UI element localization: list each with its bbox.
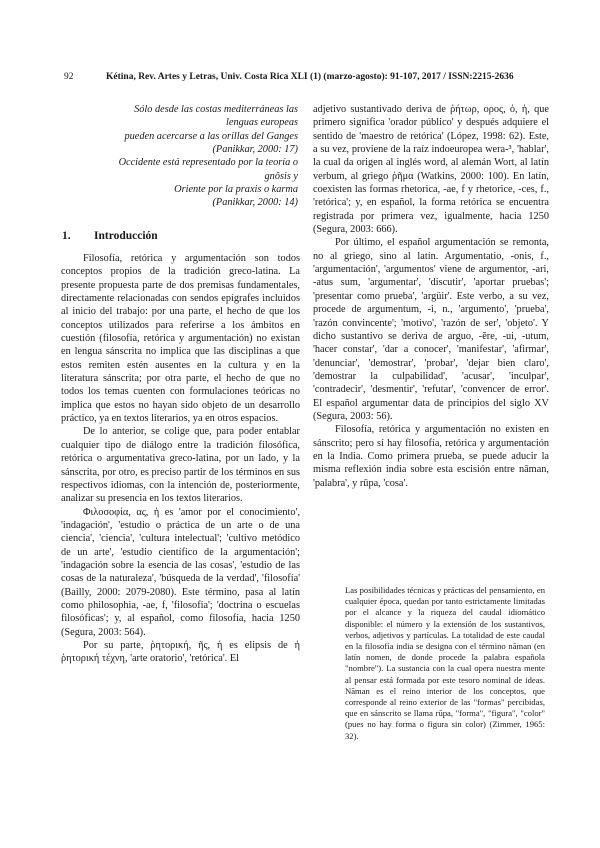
right-column (313, 103, 549, 490)
paragraph: Por último, el español argumentación se remonta, no al griego, sino al latín. Argumentatio, -onis, f., 'argumentación', 'argumentos' viene de argumentor, -ari, -atus sum, 'argumentar', 'discutir', 'aportar pruebas'; 'presentar como prueba', 'argüir'. Este verbo, a su vez, procede de argumentum, -i, n., 'argumento', 'prueba', 'razón convincente'; 'motivo', 'razón de ser', 'objeto'. Y dicho sustantivo se deriva de arguo, -ĕre, -ui, -utum, 'hacer constar', 'dar a conocer', 'manifestar', 'afirmar', 'denunciar', 'demostrar', 'probar', 'dejar bien claro', 'demostrar la culpabilidad', 'acusar', 'inculpar', 'contradecir', 'desmentir', 'refutar', 'convencer de error'. El español argumentar data de principios del siglo XV (Segura, 2003: 56). (313, 237, 549, 422)
block-quote (345, 585, 545, 742)
paragraph: Φιλοσοφία, ας, ἡ es 'amor por el conocimiento', 'indagación', 'estudio o práctica de un arte o de una ciencia', 'ciencia', 'cultura intelectual'; 'cultivo metódico de un arte', 'estudio científico de la argumentación'; 'indagación sobre la esencia de las cosas', 'estudio de las cosas de la naturaleza', 'búsqueda de la verdad', 'filosofía' (Bailly, 2000: 2079-2080). Este término, pasa al latín como philosophia, -ae, f, 'filosofía'; 'doctrina o escuelas filosóficas'; y, al español, como filosofía, hacia 1250 (Segura, 2003: 564). (61, 506, 300, 638)
epigraph-line: Oriente por la praxis o karma (174, 184, 298, 196)
epigraph-citation: (Panikkar, 2000: 14) (212, 197, 298, 209)
section-number: 1. (62, 230, 71, 242)
section-title: Introducción (94, 230, 158, 242)
journal-citation: Kétina, Rev. Artes y Letras, Univ. Costa Rica XLI (1) (marzo-agosto): 91-107, 2017 / ISSN:2215-2636 (106, 72, 514, 82)
running-header (64, 72, 544, 82)
page-number: 92 (64, 72, 74, 82)
paragraph: Filosofía, retórica y argumentación no existen en sánscrito; pero sí hay filosofía, retórica y argumentación en la India. Como primera prueba, se puede aducir la misma reflexión india sobre esta escisión entre nāman, 'palabra', y rūpa, 'cosa'. (313, 424, 549, 489)
epigraph-line: Occidente está representado por la teoría o (118, 157, 298, 169)
epigraph-citation: (Panikkar, 2000: 17) (212, 144, 298, 156)
paragraph: De lo anterior, se colige que, para poder entablar cualquier tipo de diálogo entre la tradición filosófica, retórica o argumentativa greco-latina, por un lado, y la sánscrita, por otro, es preciso partir de los términos en sus respectivos idiomas, con la intención de, posteriormente, analizar su presencia en los textos literarios. (61, 426, 300, 505)
section-heading (62, 230, 292, 242)
paragraph: Por su parte, ῥητορική, ῆς, ἡ es elipsis de ἡ ῥητορική τέχνη, 'arte oratorio', 'retórica'. El (61, 639, 300, 665)
paragraph: adjetivo sustantivado deriva de ῥήτωρ, ορος, ὁ, ἡ, que primero significa 'orador público' y después adquiere el sentido de 'maestro de retórica' (López, 1998: 62). Este, a su vez, proviene de la raíz indoeuropea wera-³, 'hablar', la cual da origen al inglés word, al alemán Wort, al latín verbum, al griego ῥῆμα (Watkins, 2000: 100). En latín, coexisten las formas rhetorica, -ae, f y rhetorice, -ces, f., 'retórica'; y, en español, la forma retórica se encuentra registrada por primera vez, igualmente, hacia 1250 (Segura, 2003: 666). (313, 104, 549, 236)
paragraph: Filosofía, retórica y argumentación son todos conceptos propios de la tradición greco-latina. La presente propuesta parte de dos premisas fundamentales, directamente relacionadas con sendos epígrafes incluidos al inicio del trabajo: por una parte, el hecho de que los conceptos utilizados para referirse a los ámbitos en cuestión (filosofía, retórica y argumentación) no existan en lengua sánscrita no implica que las disciplinas a que estos remiten estén ausentes en la cultura y en la literatura sánscrita; por otra parte, el hecho de que no todos los temas cuenten con formulaciones teóricas no implica que estos no hayan sido objeto de un desarrollo práctico, ya en textos literarios, ya en otros espacios. (61, 253, 300, 425)
block-quote-text: Las posibilidades técnicas y prácticas del pensamiento, en cualquier época, quedan por tanto estrictamente limitadas por el alcance y la riqueza del caudal idiomático disponible: el número y la extensión de los sustantivos, verbos, adjetivos y partículas. La totalidad de este caudal en la filosofía india se designa con el término nāman (en latín nomen, de donde procede la palabra española "nombre"). La sustancia con la cual opera nuestra mente al pensar está formada por este tesoro nominal de ideas. Nāman es el reino interior de los conceptos, que corresponde al reino exterior de las "formas" percibidas, que en sánscrito se llama rūpa, "forma", "figura", "color" (pues no hay forma o figura sin color) (Zimmer, 1965: 32). (345, 585, 545, 741)
epigraph-line: pueden acercarse a las orillas del Ganges (124, 130, 298, 142)
epigraph-line: Sólo desde las costas mediterráneas las (134, 104, 298, 115)
epigraph-line: gnôsis y (264, 170, 298, 182)
epigraph (117, 103, 298, 210)
epigraph-line: lenguas europeas (226, 117, 298, 129)
left-column (61, 252, 300, 666)
